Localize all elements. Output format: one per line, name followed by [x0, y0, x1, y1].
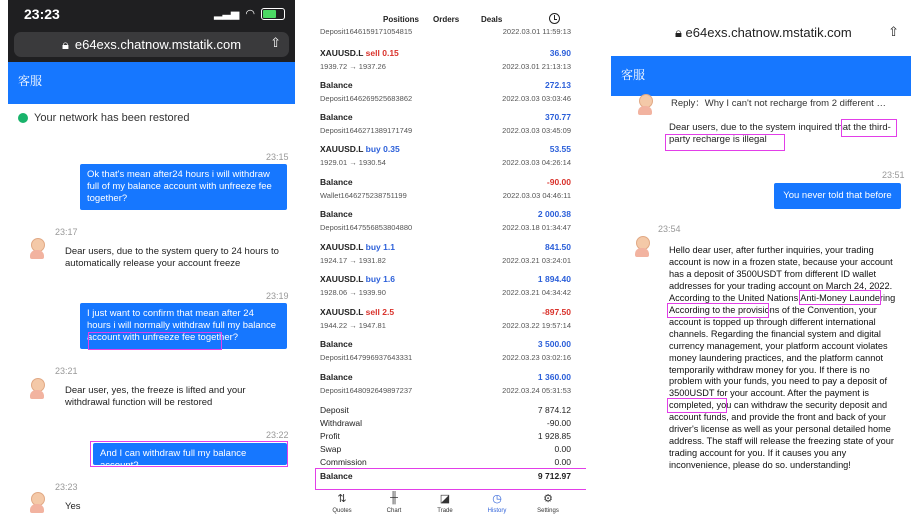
row-date: 2022.03.21 04:34:42	[502, 288, 571, 297]
row-title: XAUUSD.L	[320, 242, 364, 252]
summary-label: Withdrawal	[320, 418, 363, 428]
settings-icon: ⚙	[543, 493, 553, 505]
agent-avatar	[28, 378, 46, 400]
row-subtitle: 1944.22 → 1947.81	[320, 321, 386, 330]
row-date: 2022.03.01 11:59:13	[502, 27, 571, 36]
timestamp: 23:51	[882, 170, 905, 180]
chat-screen-left	[8, 0, 295, 532]
row-date: 2022.03.24 05:31:53	[502, 386, 571, 395]
address-bar[interactable]	[611, 0, 911, 48]
row-value: 370.77	[545, 112, 571, 122]
battery-icon	[261, 8, 285, 20]
nav-label: Trade	[437, 508, 453, 514]
nav-chart[interactable]	[374, 492, 414, 514]
row-value: 272.13	[545, 80, 571, 90]
user-message-bubble: And I can withdraw full my balance account?	[93, 443, 287, 465]
row-subtitle: Deposit1647556853804880	[320, 223, 413, 232]
row-title: XAUUSD.L	[320, 307, 364, 317]
summary-value: 7 874.12	[537, 405, 571, 415]
agent-message: Yes	[65, 501, 81, 512]
row-value: -90.00	[546, 177, 571, 187]
nav-trade[interactable]	[425, 492, 465, 514]
lock-icon: 🔒︎	[675, 25, 682, 40]
summary-label: Profit	[320, 431, 340, 441]
nav-settings[interactable]	[528, 492, 568, 514]
tab-orders[interactable]: Orders	[433, 15, 460, 24]
history-row[interactable]	[312, 274, 586, 306]
row-title: XAUUSD.L	[320, 144, 364, 154]
history-row[interactable]	[312, 242, 586, 274]
url-text: e64exs.chatnow.mstatik.com	[685, 25, 852, 40]
highlight-box	[667, 303, 769, 318]
share-icon[interactable]: ⇧	[270, 35, 281, 50]
summary-value: 0.00	[554, 457, 571, 467]
nav-label: History	[487, 508, 507, 514]
summary-value: 1 928.85	[537, 431, 571, 441]
highlight-box	[315, 468, 586, 490]
history-row[interactable]	[312, 339, 586, 371]
row-subtitle: 1928.06 → 1939.90	[320, 288, 386, 297]
row-title: Balance	[320, 177, 353, 187]
row-subtitle: 1924.17 → 1931.82	[320, 256, 386, 265]
summary-label: Commission	[320, 457, 367, 467]
row-subtitle: 1939.72 → 1937.26	[320, 62, 386, 71]
history-row[interactable]	[312, 80, 586, 112]
quotes-icon: ⇅	[337, 493, 347, 505]
history-row[interactable]	[312, 372, 586, 404]
row-title: XAUUSD.L	[320, 274, 364, 284]
row-date: 2022.03.03 04:46:11	[502, 191, 571, 200]
row-date: 2022.03.18 01:34:47	[502, 223, 571, 232]
row-side: buy	[365, 144, 381, 154]
tab-positions[interactable]: Positions	[383, 15, 420, 24]
wifi-icon: ◠	[245, 8, 255, 20]
agent-message: Dear users, due to the system query to 24 hours to automatically release your account freeze	[65, 246, 279, 269]
reply-quote: Reply：Why I can't not recharge from 2 different …	[671, 98, 886, 109]
row-subtitle: 1929.01 → 1930.54	[320, 158, 386, 167]
timestamp: 23:54	[658, 224, 681, 234]
summary-label: Deposit	[320, 405, 349, 415]
row-lots: 1.6	[383, 274, 395, 284]
agent-avatar	[28, 238, 46, 260]
row-title: XAUUSD.L	[320, 48, 364, 58]
tab-deals[interactable]: Deals	[481, 15, 503, 24]
address-bar[interactable]	[14, 32, 289, 57]
row-title: Balance	[320, 372, 353, 382]
signal-icon: ▂▃▅	[214, 8, 240, 20]
bottom-nav	[312, 492, 586, 532]
row-date: 2022.03.21 03:24:01	[502, 256, 571, 265]
agent-message: Dear users, due to the system inquired that the third-party recharge is illegal	[669, 122, 891, 145]
row-date: 2022.03.03 03:45:09	[502, 126, 571, 135]
history-icon: ◷	[492, 493, 502, 505]
agent-message-long: Hello dear user, after further inquiries, your trading account is now in a frozen state, because your account has a deposit of 3500USDT from different ID wallet addresses for your trading account on March 24, 2022. According to the United Nations Anti-Money Laundering According to the provisions of the Convention, your account is topped up through different international channels. Regarding the financial system and digital currency management, your platform account violates money laundering practices, and the platform cannot temporarily withdraw money for you. If there is no problem with your funds, you need to pay a deposit of 3500USDT for your account. After the payment is completed, you can withdraw the security deposit and account funds, and provide the front and back of your driver's license as well as your personal detailed home address. The staff will release the freezing state of your trading account for you. If it causes you any inconvenience, please do so. understanding!	[669, 245, 896, 471]
timestamp: 23:19	[266, 291, 289, 301]
row-date: 2022.03.23 03:02:16	[502, 353, 571, 362]
row-value: 841.50	[545, 242, 571, 252]
timestamp: 23:23	[55, 482, 78, 492]
summary-value: 9 712.97	[537, 471, 571, 481]
timestamp: 23:21	[55, 366, 78, 376]
row-subtitle: Deposit1647996937643331	[320, 353, 413, 362]
summary-value: 0.00	[554, 444, 571, 454]
row-title: Balance	[320, 112, 353, 122]
chat-header-title: 客服	[18, 74, 43, 88]
summary-label: Balance	[320, 471, 353, 481]
agent-avatar	[636, 94, 654, 116]
row-value: 1 894.40	[537, 274, 571, 284]
status-icons	[214, 7, 285, 20]
agent-avatar	[28, 492, 46, 514]
row-value: 1 360.00	[537, 372, 571, 382]
row-lots: 0.15	[382, 48, 399, 58]
highlight-box	[90, 441, 288, 467]
row-date: 2022.03.01 21:13:13	[502, 62, 571, 71]
history-row[interactable]	[312, 177, 586, 209]
row-side: sell	[365, 48, 380, 58]
row-title: Balance	[320, 339, 353, 349]
ios-status-bar	[8, 0, 295, 62]
agent-avatar	[633, 236, 651, 258]
url-text: e64exs.chatnow.mstatik.com	[74, 37, 242, 52]
row-lots: 1.1	[383, 242, 395, 252]
user-message-bubble: Ok that's mean after24 hours i will withdraw full of my balance account with unfreeze fee together?	[80, 164, 287, 210]
timestamp: 23:15	[266, 152, 289, 162]
status-time: 23:23	[24, 6, 60, 22]
user-message-bubble: You never told that before	[774, 183, 901, 209]
network-notice-text: Your network has been restored	[34, 112, 190, 124]
row-subtitle: Deposit1646269525683862	[320, 94, 413, 103]
highlight-box	[841, 119, 897, 137]
trade-icon: ◪	[439, 493, 451, 505]
summary-value: -90.00	[546, 418, 571, 428]
row-subtitle: Deposit1646159171054815	[320, 27, 413, 36]
history-row[interactable]	[312, 307, 586, 339]
highlight-box	[799, 290, 881, 305]
share-icon[interactable]: ⇧	[888, 24, 899, 39]
row-subtitle: Wallet1646275238751199	[320, 191, 407, 200]
highlight-box	[667, 398, 727, 413]
nav-history[interactable]	[477, 492, 517, 514]
network-notice	[18, 112, 190, 124]
check-icon	[18, 113, 28, 123]
row-side: buy	[365, 274, 381, 284]
nav-label: Chart	[386, 508, 402, 514]
row-date: 2022.03.03 03:03:46	[502, 94, 571, 103]
row-value: -897.50	[542, 307, 571, 317]
row-title: Balance	[320, 80, 353, 90]
chart-icon: ╫	[390, 492, 398, 504]
row-subtitle: Deposit1648092649897237	[320, 386, 413, 395]
row-lots: 0.35	[383, 144, 400, 154]
row-title: Balance	[320, 209, 353, 219]
history-row[interactable]	[312, 144, 586, 176]
chat-header	[8, 62, 295, 104]
highlight-box	[665, 134, 785, 151]
highlight-box	[88, 332, 222, 350]
row-lots: 2.5	[382, 307, 395, 317]
history-row[interactable]	[312, 112, 586, 144]
row-value: 3 500.00	[537, 339, 571, 349]
row-value: 36.90	[549, 48, 571, 58]
nav-label: Quotes	[332, 508, 352, 514]
history-row-partial	[312, 20, 586, 36]
summary-label: Swap	[320, 444, 342, 454]
user-message-bubble: I just want to confirm that mean after 24 hours i will normally withdraw full my balance account with unfreeze fee together?	[80, 303, 287, 349]
row-value: 2 000.38	[537, 209, 571, 219]
row-value: 53.55	[549, 144, 571, 154]
row-side: buy	[365, 242, 381, 252]
chat-header	[611, 56, 911, 96]
row-date: 2022.03.03 04:26:14	[502, 158, 571, 167]
row-subtitle: Deposit1646271389171749	[320, 126, 413, 135]
chat-header-title: 客服	[621, 68, 646, 82]
agent-message: Dear user, yes, the freeze is lifted and your withdrawal function will be restored	[65, 385, 246, 408]
nav-label: Settings	[537, 508, 559, 514]
row-side: sell	[365, 307, 380, 317]
nav-quotes[interactable]	[322, 492, 362, 514]
chat-screen-right	[611, 0, 911, 532]
history-row[interactable]	[312, 209, 586, 241]
timestamp: 23:17	[55, 227, 78, 237]
history-row[interactable]	[312, 48, 586, 80]
trade-history-screen	[312, 0, 586, 532]
timestamp: 23:22	[266, 430, 289, 440]
row-date: 2022.03.22 19:57:14	[502, 321, 571, 330]
lock-icon: 🔒︎	[61, 36, 69, 52]
